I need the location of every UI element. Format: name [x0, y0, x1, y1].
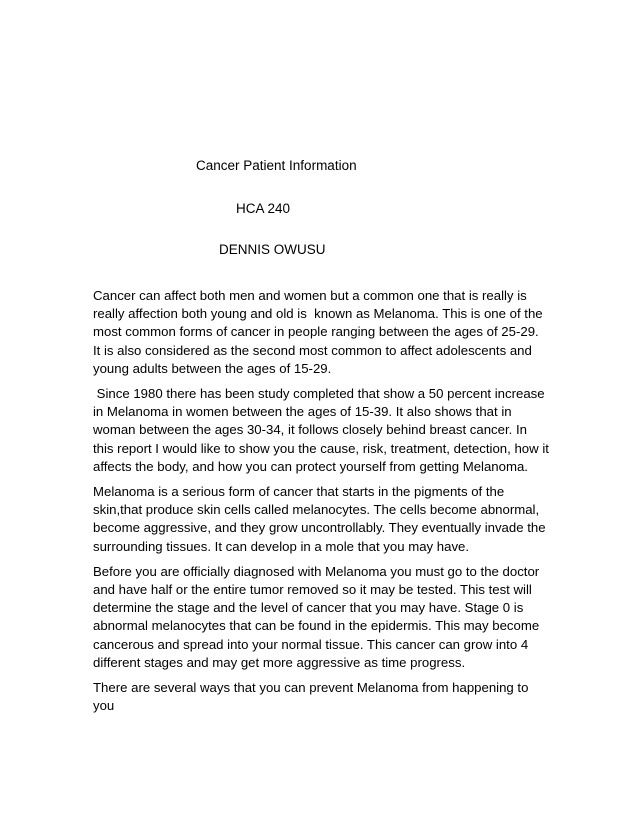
paragraph-5: There are several ways that you can prevent Melanoma from happening to you: [93, 680, 533, 714]
author-name: DENNIS OWUSU: [219, 242, 326, 257]
document-title: Cancer Patient Information: [196, 158, 357, 173]
paragraph-3: Melanoma is a serious form of cancer that starts in the pigments of the skin,that produce skin cells called melanocytes. The cells become abnormal, become aggressive, and they grow uncontrollably. They eventually invade the surrounding tissues. It can develop in a mole that you may have.: [93, 484, 550, 554]
paragraph-4: Before you are officially diagnosed with Melanoma you must go to the doctor and have half or the entire tumor removed so it may be tested. This test will determine the stage and the level of cancer that you may have. Stage 0 is abnormal melanocytes that can be found in the epidermis. This may become cancerous and spread into your normal tissue. This cancer can grow into 4 different stages and may get more aggressive as time progress.: [93, 563, 543, 670]
paragraph-2: Since 1980 there has been study completed that show a 50 percent increase in Melanoma in women between the ages of 15-39. It also shows that in woman between the ages 30-34, it follows closely behind breast cancer. In this report I would like to show you the cause, risk, treatment, detection, how it affects the body, and how you can protect yourself from getting Melanoma.: [93, 386, 553, 474]
document-body: [93, 287, 553, 722]
paragraph-1: Cancer can affect both men and women but a common one that is really is really affection both young and old is known as Melanoma. This is one of the most common forms of cancer in people ranging between the ages of 25-29. It is also considered as the second most common to affect adolescents and young adults between the ages of 15-29.: [93, 288, 547, 376]
course-code: HCA 240: [236, 201, 291, 216]
